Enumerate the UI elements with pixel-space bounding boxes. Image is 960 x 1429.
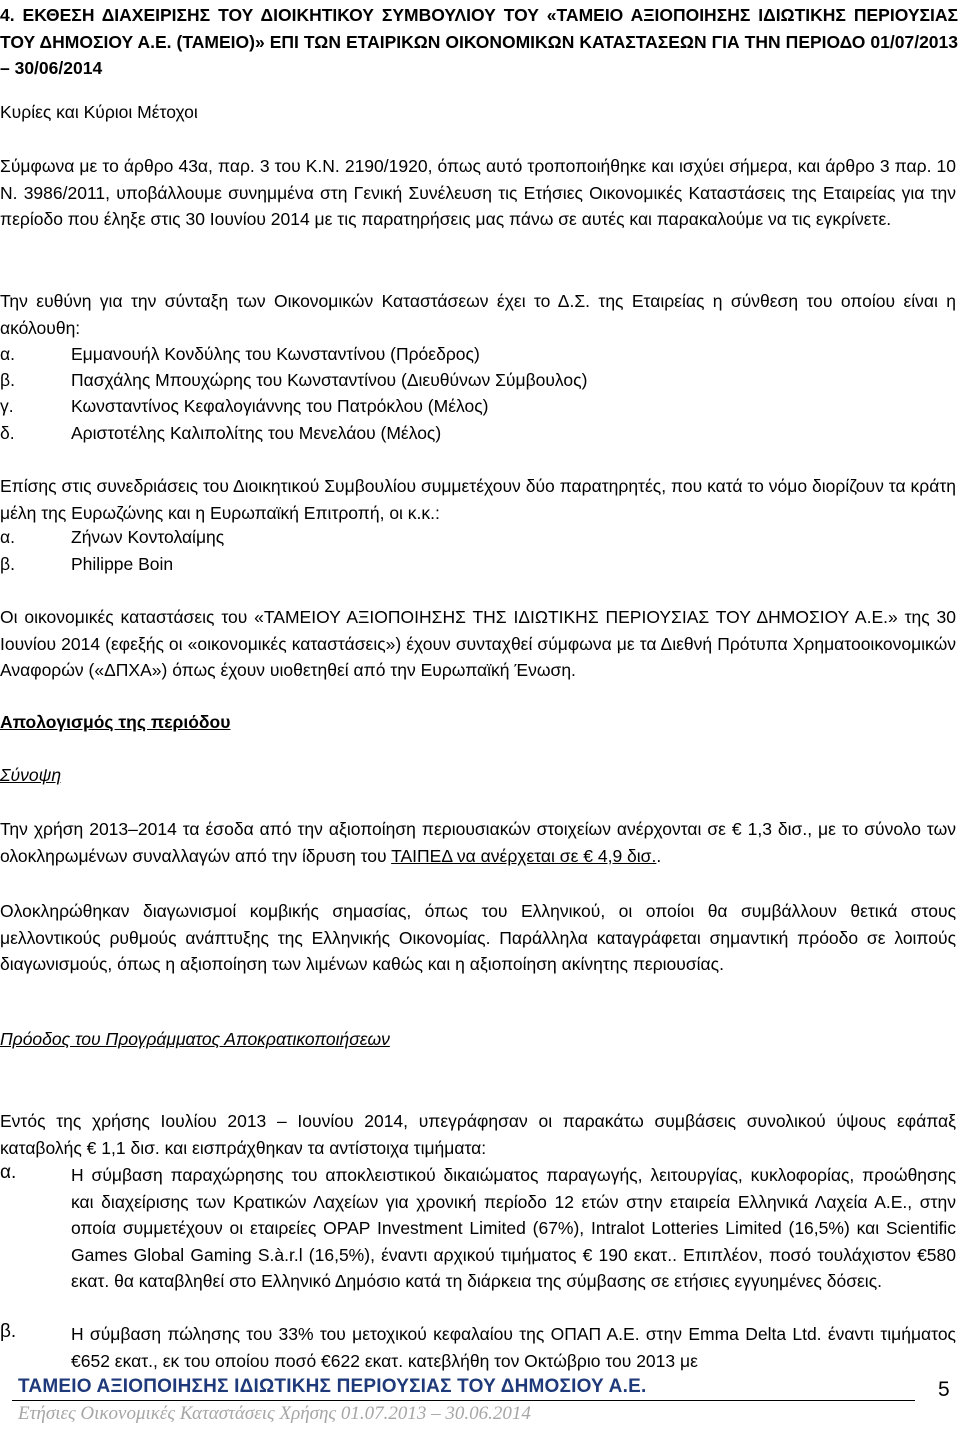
contract-item xyxy=(0,1321,956,1374)
summary-text-start: Την χρήση 2013–2014 τα έσοδα από την αξιοποίηση περιουσιακών στοιχείων ανέρχονται σε € 1,3 δισ. xyxy=(0,819,808,839)
footer-divider xyxy=(12,1400,915,1401)
board-item-label: α. xyxy=(0,344,15,364)
salutation: Κυρίες και Κύριοι Μέτοχοι xyxy=(0,102,198,122)
summary-text-underlined: ΤΑΙΠΕΔ να ανέρχεται σε € 4,9 δισ. xyxy=(391,845,657,866)
progress-heading: Πρόοδος του Προγράμματος Αποκρατικοποιήσεων xyxy=(0,1029,390,1049)
observer-item-label: α. xyxy=(0,527,15,547)
board-item-text: Αριστοτέλης Καλιπολίτης του Μενελάου (Μέλος) xyxy=(71,423,442,443)
observer-item-text: Philippe Boin xyxy=(71,554,174,574)
contract-item-label: α. xyxy=(0,1162,17,1183)
footer-subtitle: Ετήσιες Οικονομικές Καταστάσεις Χρήσης 01.07.2013 – 30.06.2014 xyxy=(18,1403,531,1424)
observers-intro-paragraph: Επίσης στις συνεδριάσεις του Διοικητικού Συμβουλίου συμμετέχουν δύο παρατηρητές, που κατά το νόμο διορίζουν τα κράτη μέλη της Ευρωζώνης και η Ευρωπαϊκή Επιτροπή, οι κ.κ.: xyxy=(0,476,956,523)
board-item-text: Πασχάλης Μπουχώρης του Κωνσταντίνου (Διευθύνων Σύμβουλος) xyxy=(71,370,588,390)
page-number: 5 xyxy=(938,1378,950,1401)
observer-item-label: β. xyxy=(0,554,15,574)
tenders-paragraph: Ολοκληρώθηκαν διαγωνισμοί κομβικής σημασίας, όπως του Ελληνικού, οι οποίοι θα συμβάλλουν θετικά στους μελλοντικούς ρυθμούς ανάπτυξης της Ελληνικής Οικονομίας. Παράλληλα καταγράφεται σημαντική πρόοδο σε λοιπούς διαγωνισμούς, όπως η αξιοποίηση των λιμένων καθώς και η αξιοποίηση ακίνητης περιουσίας. xyxy=(0,901,956,974)
summary-paragraph xyxy=(0,816,956,869)
summary-heading: Σύνοψη xyxy=(0,765,62,785)
board-item-label: β. xyxy=(0,370,15,390)
contract-item-label: β. xyxy=(0,1321,17,1342)
footer-title: ΤΑΜΕΙΟ ΑΞΙΟΠΟΙΗΣΗΣ ΙΔΙΩΤΙΚΗΣ ΠΕΡΙΟΥΣΙΑΣ ΤΟΥ ΔΗΜΟΣΙΟΥ Α.Ε. xyxy=(18,1376,647,1397)
contract-item-text: Η σύμβαση παραχώρησης του αποκλειστικού δικαιώματος παραγωγής, λειτουργίας, κυκλοφορίας, προώθησης και διαχείρισης των Κρατικών Λαχείων για χρονική περίοδο 12 ετών στην εταιρεία Ελληνικά Λαχεία Α.Ε., στην οποία συμμετέχουν οι εταιρείες OPAP Investment Limited (67%), Intralot Lotteries Limited (16,5%) και Scientific Games Global Gaming S.à.r.l (16,5%), έναντι αρχικού τιμήματος € 190 εκατ.. Επιπλέον, ποσό τουλάχιστον €580 εκατ. θα καταβληθεί στο Ελληνικό Δημόσιο κατά τη διάρκεια της σύμβασης σε ετήσιες εγγυημένες δόσεις. xyxy=(71,1165,956,1291)
summary-text-mid: , με το σύνολο των ολοκληρωμένων συναλλαγών από την ίδρυση του xyxy=(0,819,956,866)
board-item-text: Εμμανουήλ Κονδύλης του Κωνσταντίνου (Πρόεδρος) xyxy=(71,344,480,364)
contract-item-text: Η σύμβαση πώλησης του 33% του μετοχικού κεφαλαίου της ΟΠΑΠ Α.Ε. στην Emma Delta Ltd. έναντι τιμήματος €652 εκατ., εκ του οποίου ποσό €622 εκατ. κατεβλήθη τον Οκτώβριο του 2013 με xyxy=(71,1324,956,1371)
report-title: 4. ΕΚΘΕΣΗ ΔΙΑΧΕΙΡΙΣΗΣ ΤΟΥ ΔΙΟΙΚΗΤΙΚΟΥ ΣΥΜΒΟΥΛΙΟΥ ΤΟΥ «ΤΑΜΕΙΟ ΑΞΙΟΠΟΙΗΣΗΣ ΙΔΙΩΤΙΚΗΣ ΠΕΡΙΟΥΣΙΑΣ ΤΟΥ ΔΗΜΟΣΙΟΥ Α.Ε. (ΤΑΜΕΙΟ)» ΕΠΙ ΤΩΝ ΕΤΑΙΡΙΚΩΝ ΟΙΚΟΝΟΜΙΚΩΝ ΚΑΤΑΣΤΑΣΕΩΝ ΓΙΑ ΤΗΝ ΠΕΡΙΟΔΟ 01/07/2013 – 30/06/2014 xyxy=(0,5,958,78)
statements-paragraph: Οι οικονομικές καταστάσεις του «ΤΑΜΕΙΟΥ ΑΞΙΟΠΟΙΗΣΗΣ ΤΗΣ ΙΔΙΩΤΙΚΗΣ ΠΕΡΙΟΥΣΙΑΣ ΤΟΥ ΔΗΜΟΣΙΟΥ Α.Ε.» της 30 Ιουνίου 2014 (εφεξής οι «οικονομικές καταστάσεις») έχουν συνταχθεί σύμφωνα με τα Διεθνή Πρότυπα Χρηματοοικονομικών Αναφορών («ΔΠΧΑ») όπως έχουν υιοθετηθεί από την Ευρωπαϊκή Ένωση. xyxy=(0,607,956,680)
board-intro-paragraph: Την ευθύνη για την σύνταξη των Οικονομικών Καταστάσεων έχει το Δ.Σ. της Εταιρείας η σύνθεση του οποίου είναι η ακόλουθη: xyxy=(0,291,956,338)
board-item-label: δ. xyxy=(0,423,15,443)
summary-text-end: . xyxy=(656,845,662,866)
board-item-label: γ. xyxy=(0,396,14,416)
contracts-intro-paragraph: Εντός της χρήσης Ιουλίου 2013 – Ιουνίου 2014, υπεγράφησαν οι παρακάτω συμβάσεις συνολικού ύψους εφάπαξ καταβολής € 1,1 δισ. και εισπράχθηκαν τα αντίστοιχα τιμήματα: xyxy=(0,1111,956,1158)
board-item-text: Κωνσταντίνος Κεφαλογιάννης του Πατρόκλου (Μέλος) xyxy=(71,396,489,416)
contract-item xyxy=(0,1162,956,1295)
intro-paragraph: Σύμφωνα με το άρθρο 43α, παρ. 3 του Κ.Ν. 2190/1920, όπως αυτό τροποποιήθηκε και ισχύει σήμερα, και άρθρο 3 παρ. 10 Ν. 3986/2011, υποβάλλουμε συνημμένα στη Γενική Συνέλευση τις Ετήσιες Οικονομικές Καταστάσεις της Εταιρείας για την περίοδο που έληξε στις 30 Ιουνίου 2014 με τις παρατηρήσεις μας πάνω σε αυτές και παρακαλούμε να τις εγκρίνετε. xyxy=(0,156,956,229)
section-heading: Απολογισμός της περιόδου xyxy=(0,712,231,732)
observer-item-text: Ζήνων Κοντολαίμης xyxy=(71,527,225,547)
